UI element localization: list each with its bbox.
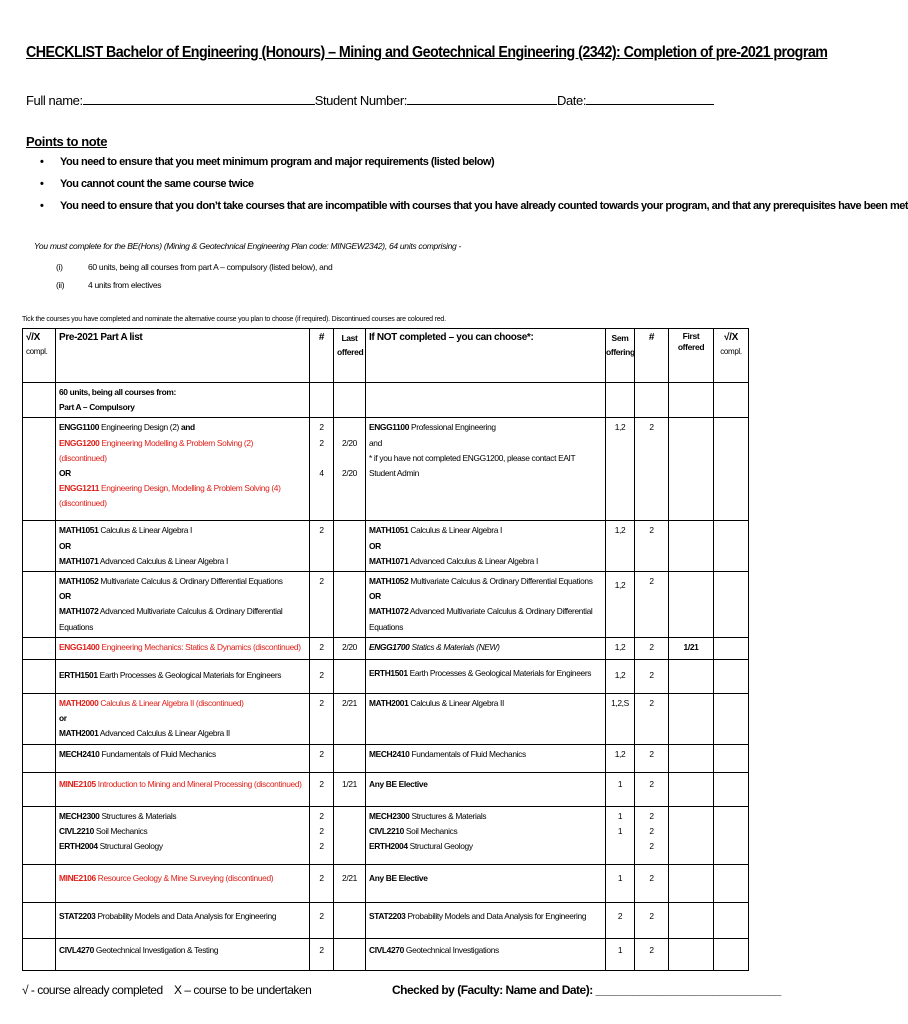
table-header: [23, 329, 749, 383]
student-number-field[interactable]: [407, 92, 557, 105]
check-cell[interactable]: [714, 806, 749, 864]
check-cell[interactable]: [714, 521, 749, 572]
list-header: Pre-2021 Part A list: [56, 329, 310, 383]
check-cell[interactable]: [714, 938, 749, 970]
points-list: [40, 156, 908, 222]
check-cell[interactable]: [714, 637, 749, 659]
check-cell[interactable]: [23, 772, 56, 806]
check-cell[interactable]: [23, 521, 56, 572]
check-cell[interactable]: [714, 772, 749, 806]
point-item: • You need to ensure that you meet minimum program and major requirements (listed below): [40, 156, 495, 168]
check-cell[interactable]: [714, 744, 749, 772]
units-header-2: #: [635, 329, 669, 383]
student-details: [26, 92, 714, 108]
requirement-number: (ii): [56, 280, 65, 290]
full-name-label: Full name:: [26, 93, 83, 108]
alternative-header: If NOT completed – you can choose*:: [366, 329, 606, 383]
table-row: MINE2106 Resource Geology & Mine Surveying (discontinued) 2 2/21 Any BE Elective 1 2: [23, 864, 749, 902]
table-row: MATH2000 Calculus & Linear Algebra II (discontinued) or MATH2001 Advanced Calculus & Linear Algebra II 2 2/21 MATH2001 Calculus & Linear Algebra II 1,2,S 2: [23, 693, 749, 744]
tick-instructions: Tick the courses you have completed and nominate the alternative course you plan to choose (if required). Discontinued courses are coloured red.: [22, 316, 446, 323]
check-cell[interactable]: [23, 659, 56, 693]
points-heading: Points to note: [26, 134, 108, 149]
check-cell[interactable]: [23, 806, 56, 864]
compl-header: √/X compl.: [23, 329, 56, 383]
requirement-text: 4 units from electives: [88, 280, 162, 290]
check-cell[interactable]: [23, 938, 56, 970]
date-label: Date:: [556, 93, 587, 108]
table-row: MATH1051 Calculus & Linear Algebra I OR MATH1071 Advanced Calculus & Linear Algebra I 2 MATH1051 Calculus & Linear Algebra I OR MATH1071 Advanced Calculus & Linear Algebra I 1,2 2: [23, 521, 749, 572]
check-cell[interactable]: [714, 383, 749, 418]
point-item: • You cannot count the same course twice: [40, 178, 254, 190]
legend: √ - course already completed X – course to be undertaken: [22, 983, 312, 997]
page-title: CHECKLIST Bachelor of Engineering (Honours) – Mining and Geotechnical Engineering (2342): Completion of pre-2021 program: [26, 44, 828, 61]
check-cell[interactable]: [714, 659, 749, 693]
check-cell[interactable]: [23, 637, 56, 659]
check-cell[interactable]: [714, 572, 749, 638]
table-row: ERTH1501 Earth Processes & Geological Materials for Engineers 2 ERTH1501 Earth Processes & Geological Materials for Engineers 1,2 2: [23, 659, 749, 693]
check-cell[interactable]: [23, 383, 56, 418]
units-header: #: [310, 329, 334, 383]
point-item: • You need to ensure that you don’t take courses that are incompatible with courses that you have already counted towards your program, and that any prerequisites have been met: [40, 200, 908, 212]
check-cell[interactable]: [714, 902, 749, 938]
course-checklist-table: [22, 328, 749, 971]
table-row: STAT2203 Probability Models and Data Analysis for Engineering 2 STAT2203 Probability Models and Data Analysis for Engineering 2 2: [23, 902, 749, 938]
first-offered-header: First offered: [669, 329, 714, 383]
section-title: 60 units, being all courses from:: [59, 387, 176, 397]
requirement-text: 60 units, being all courses from part A – compulsory (listed below), and: [88, 262, 333, 272]
check-cell[interactable]: [23, 418, 56, 521]
table-row: CIVL4270 Geotechnical Investigation & Testing 2 CIVL4270 Geotechnical Investigations 1 2: [23, 938, 749, 970]
table-row: MECH2410 Fundamentals of Fluid Mechanics 2 MECH2410 Fundamentals of Fluid Mechanics 1,2 2: [23, 744, 749, 772]
table-row: MECH2300 Structures & Materials CIVL2210 Soil Mechanics ERTH2004 Structural Geology 2 2 2 MECH2300 Structures & Materials CIVL2210 Soil Mechanics ERTH2004 Structural Geology 1 1 2 2 2: [23, 806, 749, 864]
table-row: MINE2105 Introduction to Mining and Mineral Processing (discontinued) 2 1/21 Any BE Elective 1 2: [23, 772, 749, 806]
check-cell[interactable]: [714, 693, 749, 744]
requirement-number: (i): [56, 262, 63, 272]
check-cell[interactable]: [23, 693, 56, 744]
check-cell[interactable]: [23, 902, 56, 938]
sem-header: Sem offering: [606, 329, 635, 383]
last-offered-header: Last offered: [334, 329, 366, 383]
check-cell[interactable]: [23, 744, 56, 772]
compl-header-2: √/X compl.: [714, 329, 749, 383]
section-subtitle: Part A – Compulsory: [59, 402, 135, 413]
full-name-field[interactable]: [83, 92, 315, 105]
check-cell[interactable]: [23, 572, 56, 638]
student-number-label: Student Number:: [314, 93, 407, 108]
table-row: ENGG1100 Engineering Design (2) and ENGG1200 Engineering Modelling & Problem Solving (2) (discontinued) OR ENGG1211 Engineering Design, Modelling & Problem Solving (4) (discontinued) 2 2 4 2/20 2/20 ENGG1100 Professional Engineering and * if you have not completed ENGG1200, please contact EAIT Student Admin 1,2 2: [23, 418, 749, 521]
checked-by-field[interactable]: Checked by (Faculty: Name and Date): ______________________________: [392, 983, 781, 997]
section-row: [23, 383, 749, 418]
date-field[interactable]: [586, 92, 714, 105]
check-cell[interactable]: [714, 418, 749, 521]
check-cell[interactable]: [23, 864, 56, 902]
table-row: MATH1052 Multivariate Calculus & Ordinary Differential Equations OR MATH1072 Advanced Multivariate Calculus & Ordinary Differential Equations 2 MATH1052 Multivariate Calculus & Ordinary Differential Equations OR MATH1072 Advanced Multivariate Calculus & Ordinary Differential Equations 1,2 2: [23, 572, 749, 638]
table-row: ENGG1400 Engineering Mechanics: Statics & Dynamics (discontinued) 2 2/20 ENGG1700 Statics & Materials (NEW) 1,2 2 1/21: [23, 637, 749, 659]
check-cell[interactable]: [714, 864, 749, 902]
program-intro: You must complete for the BE(Hons) (Mining & Geotechnical Engineering Plan code: MINGEW2342), 64 units comprising -: [34, 241, 462, 251]
